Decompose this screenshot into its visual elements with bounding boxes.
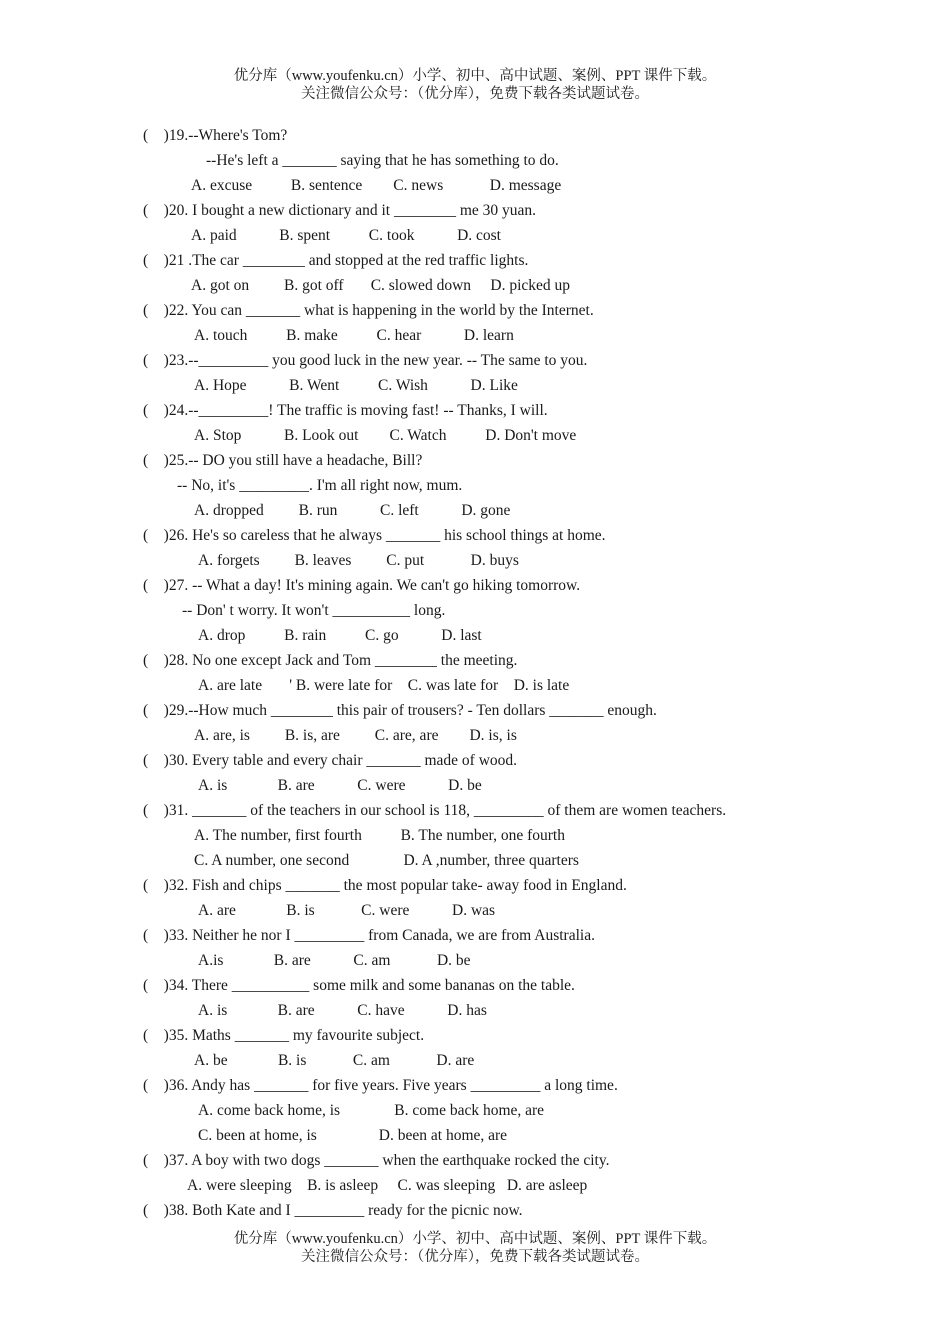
question-line: ( )34. There __________ some milk and some bananas on the table. (143, 977, 575, 994)
question-text-line: A. touch B. make C. hear D. learn (194, 327, 514, 344)
question-text-line: A. The number, first fourth B. The number, one fourth (194, 827, 565, 844)
question-text-line: -- Don' t worry. It won't __________ long. (182, 602, 446, 619)
question-line: ( )22. You can _______ what is happening in the world by the Internet. (143, 302, 594, 319)
question-text-line: C. A number, one second D. A ,number, three quarters (194, 852, 579, 869)
page-header (0, 67, 950, 103)
question-line: ( )36. Andy has _______ for five years. Five years _________ a long time. (143, 1077, 618, 1094)
question-text-line: -- No, it's _________. I'm all right now, mum. (177, 477, 463, 494)
question-text-line: C. been at home, is D. been at home, are (198, 1127, 508, 1144)
question-line: ( )20. I bought a new dictionary and it ________ me 30 yuan. (143, 202, 537, 219)
question-text-line: A. Stop B. Look out C. Watch D. Don't move (194, 427, 577, 444)
question-text-line: A. is B. are C. were D. be (198, 777, 482, 794)
question-line: ( )35. Maths _______ my favourite subject. (143, 1027, 425, 1044)
question-line: ( )38. Both Kate and I _________ ready for the picnic now. (143, 1202, 523, 1219)
question-text-line: A. paid B. spent C. took D. cost (191, 227, 501, 244)
footer-line-2: 关注微信公众号：（优分库），免费下载各类试题试卷。 (301, 1249, 649, 1265)
question-line: ( )25.-- DO you still have a headache, Bill? (143, 452, 423, 469)
question-text-line: A. come back home, is B. come back home, are (198, 1102, 545, 1119)
question-line: ( )27. -- What a day! It's mining again. We can't go hiking tomorrow. (143, 577, 581, 594)
question-line: ( )32. Fish and chips _______ the most popular take- away food in England. (143, 877, 627, 894)
question-text-line: A. are B. is C. were D. was (198, 902, 496, 919)
question-text-line: A. are, is B. is, are C. are, are D. is, is (194, 727, 517, 744)
question-text-line: A. excuse B. sentence C. news D. message (191, 177, 562, 194)
question-text-line: --He's left a _______ saying that he has something to do. (206, 152, 559, 169)
question-line: ( )23.--_________ you good luck in the new year. -- The same to you. (143, 352, 588, 369)
question-line: ( )37. A boy with two dogs _______ when the earthquake rocked the city. (143, 1152, 610, 1169)
question-text-line: A. forgets B. leaves C. put D. buys (198, 552, 519, 569)
question-text-line: A.is B. are C. am D. be (198, 952, 471, 969)
question-line: ( )29.--How much ________ this pair of trousers? - Ten dollars _______ enough. (143, 702, 657, 719)
question-line: ( )19.--Where's Tom? (143, 127, 288, 144)
question-text-line: A. drop B. rain C. go D. last (198, 627, 482, 644)
question-line: ( )28. No one except Jack and Tom ________ the meeting. (143, 652, 518, 669)
question-line: ( )21 .The car ________ and stopped at the red traffic lights. (143, 252, 529, 269)
question-line: ( )31. _______ of the teachers in our school is 118, _________ of them are women teachers. (143, 802, 727, 819)
question-line: ( )30. Every table and every chair _______ made of wood. (143, 752, 518, 769)
header-line-1: 优分库（www.youfenku.cn）小学、初中、高中试题、案例、PPT 课件下载。 (233, 68, 717, 84)
question-text-line: A. were sleeping B. is asleep C. was sleeping D. are asleep (187, 1177, 588, 1194)
question-text-line: A. got on B. got off C. slowed down D. picked up (191, 277, 571, 294)
header-line-2: 关注微信公众号：（优分库），免费下载各类试题试卷。 (301, 86, 649, 102)
question-line: ( )24.--_________! The traffic is moving fast! -- Thanks, I will. (143, 402, 548, 419)
page-footer (0, 1230, 950, 1266)
question-text-line: A. is B. are C. have D. has (198, 1002, 487, 1019)
question-line: ( )33. Neither he nor I _________ from Canada, we are from Australia. (143, 927, 595, 944)
question-text-line: A. be B. is C. am D. are (194, 1052, 475, 1069)
question-text-line: A. Hope B. Went C. Wish D. Like (194, 377, 518, 394)
question-line: ( )26. He's so careless that he always _______ his school things at home. (143, 527, 606, 544)
question-text-line: A. dropped B. run C. left D. gone (194, 502, 511, 519)
footer-line-1: 优分库（www.youfenku.cn）小学、初中、高中试题、案例、PPT 课件下载。 (233, 1231, 717, 1247)
question-text-line: A. are late ' B. were late for C. was late for D. is late (198, 677, 570, 694)
